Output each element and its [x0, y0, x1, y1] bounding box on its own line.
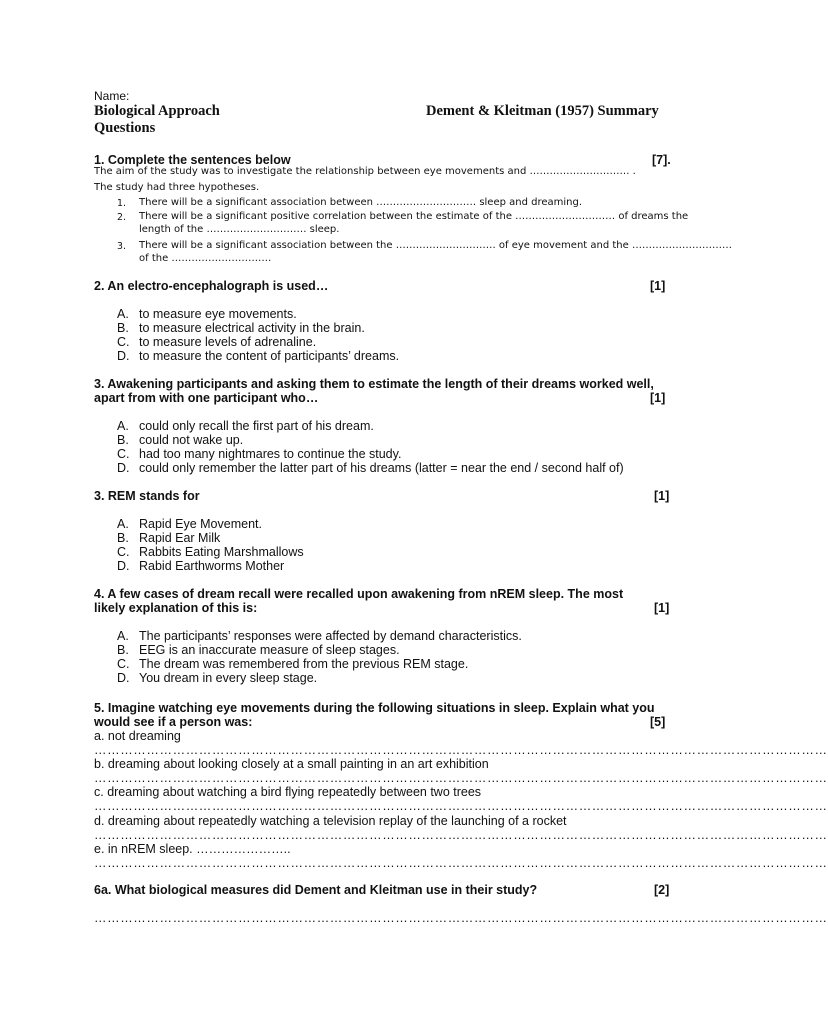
hypothesis-1: There will be a significant association between ………………………… sleep and dreaming. [139, 197, 583, 208]
hypothesis-2: There will be a significant positive correlation between the estimate of the ………………………… of dreams the [139, 211, 689, 222]
option-text: The participants’ responses were affected by demand characteristics. [139, 629, 522, 643]
option-letter: C. [117, 545, 130, 559]
option-text: Rapid Eye Movement. [139, 517, 262, 531]
option-letter: A. [117, 629, 129, 643]
option-text: could not wake up. [139, 433, 244, 447]
q3-title-continued: apart from with one participant who… [94, 391, 319, 405]
q5-item: c. dreaming about watching a bird flying repeatedly between two trees [94, 785, 482, 799]
answer-line[interactable]: …………………………………………………………………………………………………………………………………………………… [94, 856, 828, 870]
option-letter: B. [117, 321, 129, 335]
option-letter: C. [117, 447, 130, 461]
option-letter: A. [117, 419, 129, 433]
option-letter: D. [117, 671, 130, 685]
answer-line[interactable]: …………………………………………………………………………………………………………………………………………………… [94, 743, 828, 757]
q1-marks: [7]. [652, 153, 671, 167]
q5-item: e. in nREM sleep. ………………….. [94, 842, 291, 856]
hypothesis-3-continued: of the ………………………… [139, 253, 272, 264]
q2-title: 2. An electro-encephalograph is used… [94, 279, 329, 293]
section-title: Biological Approach [94, 103, 220, 119]
q5-item: b. dreaming about looking closely at a small painting in an art exhibition [94, 757, 489, 771]
q1-aim: The aim of the study was to investigate the relationship between eye movements and ………………………… . [94, 166, 636, 177]
hypothesis-2-continued: length of the ………………………… sleep. [139, 224, 340, 235]
option-text: You dream in every sleep stage. [139, 671, 318, 685]
option-letter: D. [117, 461, 130, 475]
hypothesis-3: There will be a significant association between the ………………………… of eye movement and the ………………………… [139, 240, 732, 251]
q5-title: 5. Imagine watching eye movements during the following situations in sleep. Explain what you [94, 701, 655, 715]
option-letter: B. [117, 531, 129, 545]
option-text: had too many nightmares to continue the study. [139, 447, 402, 461]
name-label: Name: [94, 89, 130, 103]
answer-line[interactable]: …………………………………………………………………………………………………………………………………………………… [94, 799, 828, 813]
section-subtitle: Questions [94, 120, 156, 136]
q5-marks: [5] [650, 715, 666, 729]
option-text: Rapid Ear Milk [139, 531, 221, 545]
answer-line[interactable]: …………………………………………………………………………………………………………………………………………………… [94, 828, 828, 842]
q4-title-continued: likely explanation of this is: [94, 601, 258, 615]
option-text: to measure electrical activity in the brain. [139, 321, 365, 335]
option-letter: D. [117, 349, 130, 363]
hypothesis-number: 3. [117, 241, 126, 252]
answer-line[interactable]: …………………………………………………………………………………………………………………………………………………… [94, 911, 828, 925]
answer-line[interactable]: …………………………………………………………………………………………………………………………………………………… [94, 771, 828, 785]
hypothesis-number: 2. [117, 212, 126, 223]
q3b-title: 3. REM stands for [94, 489, 200, 503]
q3-title: 3. Awakening participants and asking them to estimate the length of their dreams worked well, [94, 377, 654, 391]
q6a-marks: [2] [654, 883, 670, 897]
option-letter: B. [117, 643, 129, 657]
q4-marks: [1] [654, 601, 670, 615]
option-text: could only remember the latter part of his dreams (latter = near the end / second half of) [139, 461, 624, 475]
q1-intro: The study had three hypotheses. [94, 182, 260, 193]
option-text: EEG is an inaccurate measure of sleep stages. [139, 643, 400, 657]
q2-marks: [1] [650, 279, 666, 293]
option-text: Rabbits Eating Marshmallows [139, 545, 304, 559]
option-letter: C. [117, 335, 130, 349]
option-text: could only recall the first part of his dream. [139, 419, 374, 433]
hypothesis-number: 1. [117, 198, 126, 209]
option-letter: A. [117, 517, 129, 531]
q1-title: 1. Complete the sentences below [94, 153, 291, 167]
option-text: to measure levels of adrenaline. [139, 335, 317, 349]
option-text: to measure the content of participants’ dreams. [139, 349, 400, 363]
q3-marks: [1] [650, 391, 666, 405]
option-text: The dream was remembered from the previous REM stage. [139, 657, 469, 671]
q3b-marks: [1] [654, 489, 670, 503]
option-text: Rabid Earthworms Mother [139, 559, 285, 573]
q5-item: d. dreaming about repeatedly watching a television replay of the launching of a rocket [94, 814, 567, 828]
option-text: to measure eye movements. [139, 307, 297, 321]
q5-title-continued: would see if a person was: [94, 715, 253, 729]
option-letter: B. [117, 433, 129, 447]
q4-title: 4. A few cases of dream recall were recalled upon awakening from nREM sleep. The most [94, 587, 624, 601]
option-letter: D. [117, 559, 130, 573]
option-letter: A. [117, 307, 129, 321]
q5-item: a. not dreaming [94, 729, 181, 743]
option-letter: C. [117, 657, 130, 671]
document-title: Dement & Kleitman (1957) Summary [426, 103, 659, 119]
q6a-title: 6a. What biological measures did Dement and Kleitman use in their study? [94, 883, 538, 897]
